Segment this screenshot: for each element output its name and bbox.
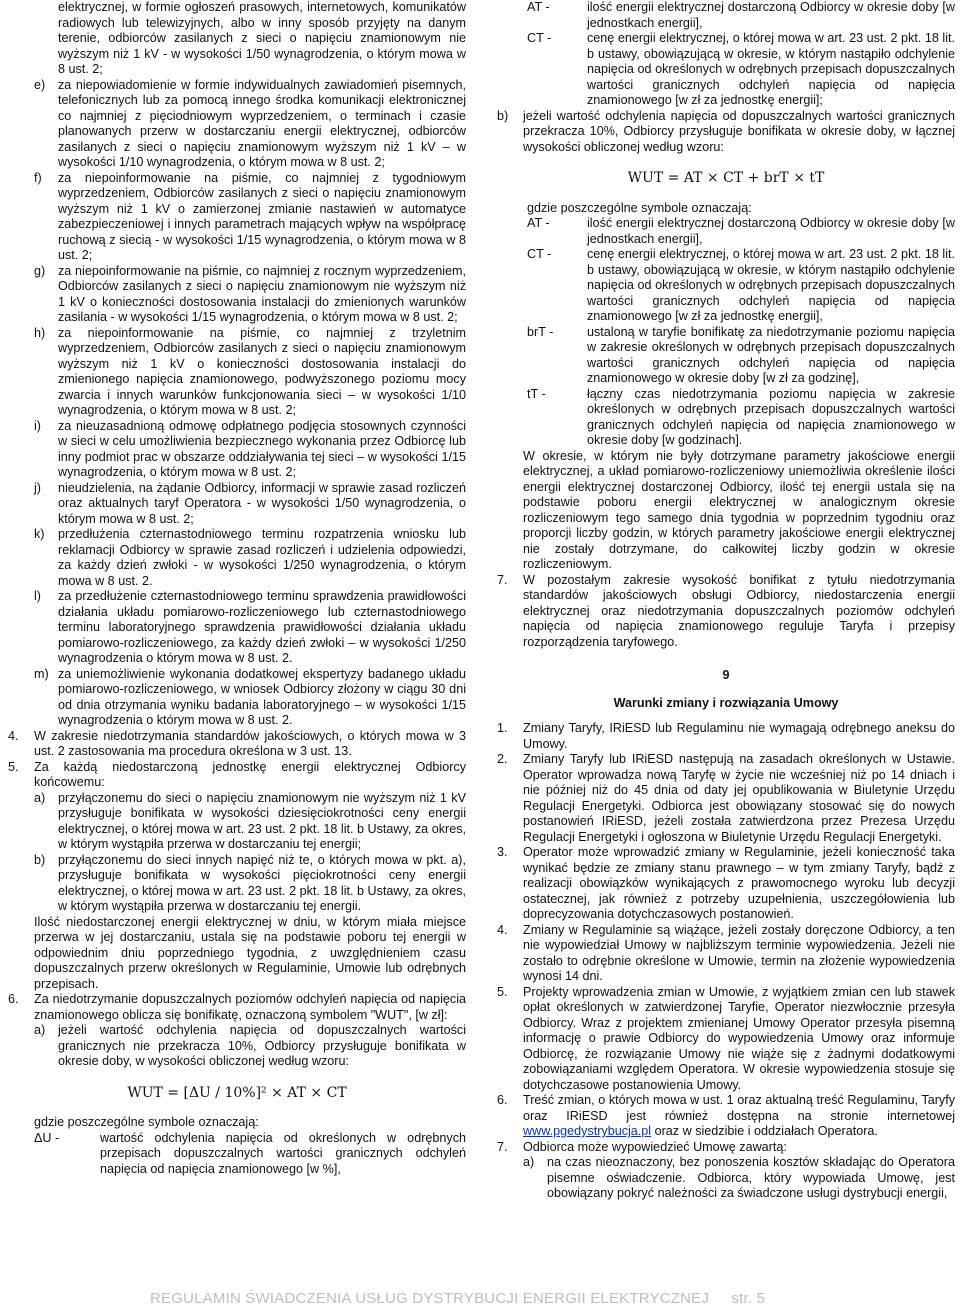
text-after-link: oraz w siedzibie i oddziałach Operatora. <box>651 1124 878 1138</box>
item-letter: a) <box>34 1023 46 1037</box>
item-text: za niepoinformowanie na piśmie, co najmniej z rocznym wyprzedzeniem, Odbiorców zasilanych z sieci o napięciu znamionowym nie wyższym niż 1 kV o konieczności dostosowania instalacji do zmienionych warunków zasilania - w wysokości 1/15 wynagrodzenia, o którym mowa w 8 ust. 2; <box>58 263 466 324</box>
item-letter: 5. <box>497 984 508 999</box>
penalty-item-g <box>8 264 466 326</box>
symbol-name: AT - <box>527 0 550 14</box>
paragraph-7 <box>497 573 955 651</box>
item-letter: b) <box>497 108 509 123</box>
symbol-name: tT - <box>527 386 546 401</box>
footer-title: REGULAMIN ŚWIADCZENIA USŁUG DYSTRYBUCJI ENERGII ELEKTRYCZNEJ <box>150 1290 710 1307</box>
symbol-name: CT - <box>527 31 552 45</box>
paragraph-6-item-a <box>8 1023 466 1070</box>
paragraph-4 <box>8 729 466 760</box>
paragraph-number: 6. <box>8 992 19 1006</box>
paragraph-number: 7. <box>497 1139 508 1154</box>
paragraph-6 <box>8 992 466 1023</box>
section-9-item-2 <box>497 752 955 845</box>
item-text: jeżeli wartość odchylenia napięcia od dopuszczalnych wartości granicznych przekracza 10%, Odbiorcy przysługuje bonifikata w okresie doby, w łącznej wysokości obliczonej według wzoru: <box>523 108 955 154</box>
paragraph-intro: elektrycznej, w formie ogłoszeń prasowych, internetowych, komunikatów radiowych lub telewizyjnych, albo w inny sposób przyjęty na danym terenie, odbiorców zasilanych z sieci o napięciu znamionowym nie wyższym niż 1 kV - w wysokości 1/50 wynagrodzenia, o którym mowa w 8 ust. 2; <box>58 0 466 76</box>
penalty-item-l <box>8 589 466 667</box>
item-text: za niepowiadomienie w formie indywidualnych zawiadomień pisemnych, telefonicznych lub za pomocą innego środka komunikacji elektronicznej co najmniej z pięciodniowym wyprzedzeniem, o terminach i czasie planowanych przerw w dostarczaniu energii elektrycznej, odbiorców zasilanych z sieci o napięciu znamionowym wyższym niż 1 kV – w wysokości 1/10 wynagrodzenia, o którym mowa w 8 ust. 2; <box>58 77 466 169</box>
symbol-description: ustaloną w taryfie bonifikatę za niedotrzymanie poziomu napięcia w zakresie określonych w odrębnych przepisach dopuszczalnych wartości granicznych odchyleń napięcia od napięcia znamionowego w okresie doby [w zł za godzinę], <box>587 324 955 385</box>
symbols-top <box>497 0 955 109</box>
paragraph-5-note: Ilość niedostarczonej energii elektrycznej w dniu, w którym miała miejsce przerwa w jej dostarczaniu, ustala się na podstawie poboru tej energii w odpowiednim dniu poprzedniego tygodnia, z uwzględnieniem czasu dopuszczalnych przerw określonych w Regulaminie, Umowie lub odrębnych przepisach. <box>34 914 466 991</box>
item-text: za niepoinformowanie na piśmie, co najmniej z trzyletnim wyprzedzeniem, Odbiorców zasilanych z sieci o napięciu znamionowym wyższym niż 1 kV o konieczności dostosowania instalacji do zmienionego napięcia znamionowego, podwyższonego poziomu mocy zwarcia i innych warunków funkcjonowania sieci – w wysokości 1/10 wynagrodzenia, o którym mowa w 8 ust. 2; <box>58 325 466 417</box>
symbol-description: ilość energii elektrycznej dostarczoną Odbiorcy w okresie doby [w jednostkach energii], <box>587 216 955 246</box>
symbol-description: wartość odchylenia napięcia od określonych w odrębnych przepisach dopuszczalnych wartości granicznych odchyleń napięcia od napięcia znamionowego [w %], <box>100 1130 466 1176</box>
symbol-description: cenę energii elektrycznej, o której mowa w art. 23 ust. 2 pkt. 18 lit. b ustawy, obowiązującą w okresie, w którym nastąpiło odchylenie napięcia od określonych w odrębnych przepisach dopuszczalnych wartości granicznych odchyleń napięcia od napięcia znamionowego [w zł za jednostkę energii]; <box>587 31 955 107</box>
item-text: jeżeli wartość odchylenia napięcia od dopuszczalnych wartości granicznych nie przekracza 10%, Odbiorcy przysługuje bonifikata w okresie doby, w wysokości obliczonej według wzoru: <box>58 1023 466 1068</box>
paragraph-text: W pozostałym zakresie wysokość bonifikat z tytułu niedotrzymania standardów jakościowych obsługi Odbiorcy, niedostarczenia energii elektrycznej oraz niedotrzymania dopuszczalnych poziomów odchyleń napięcia od napięcia znamionowego reguluje Taryfa i przepisy rozporządzenia taryfowego. <box>523 572 955 649</box>
item-letter: 2. <box>497 752 508 766</box>
item-text: przyłączonemu do sieci o napięciu znamionowym nie wyższym niż 1 kV przysługuje bonifikata w wysokości dziesięciokrotności ceny energii elektrycznej, o której mowa w art. 23 ust. 2 pkt. 18 lit. b Ustawy, za okres, w którym wystąpiła przerwa w dostarczaniu tej energii; <box>58 790 466 851</box>
symbol-description: cenę energii elektrycznej, o której mowa w art. 23 ust. 2 pkt. 18 lit. b ustawy, obowiązującą w okresie, w którym nastąpiło odchylenie napięcia od określonych w odrębnych przepisach dopuszczalnych wartości granicznych odchyleń napięcia od napięcia znamionowego [w zł za jednostkę energii], <box>587 247 955 323</box>
formula-wut-simple: WUT = [ΔU / 10%]² × AT × CT <box>127 1084 347 1101</box>
item-text: za uniemożliwienie wykonania dodatkowej ekspertyzy badanego układu pomiarowo-rozliczeniowego, w wniosek Odbiorcy złożony w ciągu 30 dni od dnia otrzymania wyniku badania laboratoryjnego – w wysokości 1/15 wynagrodzenia o którym mowa w 8 ust. 2. <box>58 666 466 727</box>
section-9-item-1 <box>497 721 955 752</box>
item-text: przedłużenia czternastodniowego terminu rozpatrzenia wniosku lub reklamacji Odbiorcy w sprawie zasad rozliczeń i udzielenia odpowiedzi, za każdy dzień zwłoki - w wysokości 1/250 wynagrodzenia, o którym mowa w 8 ust. 2. <box>58 527 466 588</box>
bonus-item-a <box>8 791 466 853</box>
paragraph-5 <box>8 760 466 791</box>
symbols-intro: gdzie poszczególne symbole oznaczają: <box>527 200 752 215</box>
symbol-name: CT - <box>527 247 552 261</box>
paragraph-6-item-b <box>497 109 955 156</box>
item-letter: 4. <box>497 922 508 937</box>
item-text: za nieuzasadnioną odmowę odpłatnego podjęcia stosownych czynności w sieci w celu umożliwienia bezpiecznego wykonania przez Odbiorcę lub inny podmiot prac w obszarze oddziaływania tej sieci – w wysokości 1/15 wynagrodzenia, o którym mowa w 8 ust. 2; <box>58 418 466 479</box>
paragraph-6-note: W okresie, w którym nie były dotrzymane parametry jakościowe energii elektrycznej, a układ pomiarowo-rozliczeniowy uniemożliwia określenie ilości energii elektrycznej dostarczonej Odbiorcy, ilość tej energii ustala się na podstawie poboru energii elektrycznej w analogicznym okresie rozliczeniowym tego samego dnia tygodnia w poprzednim tygodniu oraz proporcji liczby godzin, w których parametry jakościowe energii elektrycznej nie zostały dotrzymane, do całkowitej liczby godzin w okresie rozliczeniowym. <box>523 448 955 571</box>
symbol-delta-u <box>8 1131 466 1178</box>
symbol-definition <box>497 387 955 449</box>
item-letter: f) <box>34 170 42 185</box>
penalty-item-i <box>8 419 466 481</box>
paragraph-text: Odbiorca może wypowiedzieć Umowę zawartą: <box>523 1139 787 1154</box>
section-9-item-6 <box>497 1093 955 1140</box>
paragraph-number: 7. <box>497 572 508 587</box>
item-letter: m) <box>34 666 49 681</box>
paragraph-number: 6. <box>497 1093 508 1107</box>
section-9-item-5 <box>497 985 955 1094</box>
section-9-item-7 <box>497 1140 955 1156</box>
paragraph-text: Za niedotrzymanie dopuszczalnych poziomów odchyleń napięcia od napięcia znamionowego oblicza się bonifikatę, oznaczoną symbolem "WUT", [w zł]: <box>34 992 466 1022</box>
item-text: przyłączonemu do sieci innych napięć niż te, o których mowa w pkt. a), przysługuje bonifikata w wysokości pięciokrotności ceny energii elektrycznej, o której mowa w art. 23 ust. 2 pkt. 18 lit. b Ustawy, za okres, w którym wystąpiła przerwa w dostarczaniu tej energii. <box>58 852 466 913</box>
bonus-list <box>8 791 466 915</box>
symbol-name: ΔU - <box>34 1130 60 1145</box>
item-letter: 1. <box>497 721 508 735</box>
section-title: Warunki zmiany i rozwiązania Umowy <box>613 695 839 710</box>
paragraph-text: Za każdą niedostarczoną jednostkę energii elektrycznej Odbiorcy końcowemu: <box>34 759 466 789</box>
item-letter: a) <box>34 790 46 805</box>
penalty-item-h <box>8 326 466 419</box>
paragraph-number: 5. <box>8 759 19 774</box>
item-text: Zmiany w Regulaminie są wiążące, jeżeli zostały doręczone Odbiorcy, a ten nie wypowiedział Umowy w najbliższym terminie wypowiedzenia. Jeżeli nie zostało to odrębnie określone w Umowie, termin na złożenie wypowiedzenia wynosi 14 dni. <box>523 922 955 983</box>
item-letter: i) <box>34 418 41 433</box>
item-letter: g) <box>34 263 46 278</box>
item-text: za przedłużenie czternastodniowego terminu sprawdzenia prawidłowości działania układu pomiarowo-rozliczeniowego lub czternastodniowego terminu laboratoryjnego sprawdzenia prawidłowości działania układu pomiarowo-rozliczeniowego, za każdy dzień zwłoki – w wysokości 1/250 wynagrodzenia o którym mowa w 8 ust. 2. <box>58 589 466 665</box>
symbol-description: łączny czas niedotrzymania poziomu napięcia w zakresie określonych w odrębnych przepisach dopuszczalnych wartości granicznych odchyleń napięcia od napięcia znamionowego w okresie doby [w godzinach]. <box>587 386 955 447</box>
item-text: Operator może wprowadzić zmiany w Regulaminie, jeżeli konieczność taka wynikać będzie ze zmiany stanu prawnego – w tym zmiany Taryfy, bądź z realizacji obowiązków wynikających z prawomocnego wyroku lub decyzji ostatecznej, jak również z potrzeby uzupełnienia, uszczegółowienia lub doprecyzowania dotychczasowych postanowień. <box>523 845 955 921</box>
left-column <box>8 0 466 1177</box>
formula-wut-extended: WUT = AT × CT + brT × tT <box>627 170 825 186</box>
paragraph-text <box>523 1093 955 1140</box>
item-letter: k) <box>34 527 45 541</box>
footer-page-number: str. 5 <box>731 1290 766 1307</box>
item-letter: j) <box>34 480 41 495</box>
symbol-definition <box>497 247 955 325</box>
item-text: nieudzielenia, na żądanie Odbiorcy, informacji w sprawie zasad rozliczeń oraz aktualnych taryf Operatora - w wysokości 1/50 wynagrodzenia, o którym mowa w 8 ust. 2; <box>58 480 466 526</box>
symbol-definition <box>497 31 955 109</box>
item-letter: h) <box>34 325 46 340</box>
item-text: Zmiany Taryfy lub IRiESD następują na zasadach określonych w Ustawie. Operator wprowadza nową Taryfę w życie nie wcześniej niż po 14 dniach i nie później niż do 45 dnia od daty jej opublikowania w Biuletynie Urzędu Regulacji Energetyki. Odbiorca jest obowiązany stosować się do nowych postanowień IRiESD, jeżeli została zatwierdzona przez Prezesa Urzędu Regulacji Energetyki i ogłoszona w Biuletynie Urzędu Regulacji Energetyki. <box>523 752 955 844</box>
page-footer <box>150 1290 960 1307</box>
item-letter: l) <box>34 589 41 603</box>
symbol-name: brT - <box>527 324 554 339</box>
symbol-description: ilość energii elektrycznej dostarczoną Odbiorcy w okresie doby [w jednostkach energii], <box>587 0 955 30</box>
item-letter: 3. <box>497 845 508 859</box>
symbol-definition <box>497 325 955 387</box>
item-text: za niepoinformowanie na piśmie, co najmniej z tygodniowym wyprzedzeniem, Odbiorców zasilanych z sieci o napięciu znamionowym wyższym niż 1 kV o zamierzonej zmianie nastawień w automatyce zabezpieczeniowej i innych parametrach mających wpływ na współpracę ruchową z siecią - w wysokości 1/15 wynagrodzenia, o którym mowa w 8 ust. 2; <box>58 170 466 262</box>
bonus-item-b <box>8 853 466 915</box>
section-number: 9 <box>722 668 730 682</box>
penalty-item-e <box>8 78 466 171</box>
symbol-name: AT - <box>527 216 550 230</box>
section-9-item-3 <box>497 845 955 923</box>
penalty-item-j <box>8 481 466 528</box>
item-letter: b) <box>34 852 46 867</box>
penalty-item-m <box>8 667 466 729</box>
symbol-definition <box>497 0 955 31</box>
penalty-item-f <box>8 171 466 264</box>
website-link[interactable]: www.pgedystrybucja.pl <box>523 1124 652 1138</box>
symbols-intro: gdzie poszczególne symbole oznaczają: <box>34 1115 259 1129</box>
penalty-list <box>8 78 466 729</box>
paragraph-number: 4. <box>8 728 19 743</box>
paragraph-text: W zakresie niedotrzymania standardów jakościowych, o których mowa w 3 ust. 2 zastosowania ma procedura określona w 3 ust. 13. <box>34 728 466 758</box>
penalty-item-k <box>8 527 466 589</box>
item-text: Projekty wprowadzenia zmian w Umowie, z wyjątkiem zmian cen lub stawek opłat określonych w zatwierdzonej Taryfie, Operator niezwłocznie przesyła Odbiorcy. Wraz z projektem zmienianej Umowy Operator przesyła pisemną informację o prawie Odbiorcy do wypowiedzenia Umowy oraz informuje Odbiorcę, że rozwiązanie Umowy nie wiąże się z żadnymi dodatkowymi zobowiązaniami względem Operatora. W okresie wypowiedzenia stosuje się dotychczasowe postanowienia Umowy. <box>523 984 955 1092</box>
text-before-link: Treść zmian, o których mowa w ust. 1 oraz aktualną treść Regulaminu, Taryfy oraz IRiESD jest również dostępna na stronie internetowej <box>523 1093 955 1123</box>
section-9-item-4 <box>497 923 955 985</box>
item-letter: a) <box>523 1155 535 1169</box>
item-text: Zmiany Taryfy, IRiESD lub Regulaminu nie wymagają odrębnego aneksu do Umowy. <box>523 721 955 751</box>
symbols-bottom <box>497 216 955 449</box>
section-9-item-7a <box>497 1155 955 1202</box>
item-letter: e) <box>34 77 46 92</box>
section-9-list <box>497 721 955 1093</box>
item-text: na czas nieoznaczony, bez ponoszenia kosztów składając do Operatora pisemne oświadczenie. Odbiorca, który wypowiada Umowę, jest obowiązany pokryć należności za świadczone usługi dystrybucji energii, <box>547 1155 955 1200</box>
symbol-definition <box>497 216 955 247</box>
right-column <box>497 0 955 1202</box>
